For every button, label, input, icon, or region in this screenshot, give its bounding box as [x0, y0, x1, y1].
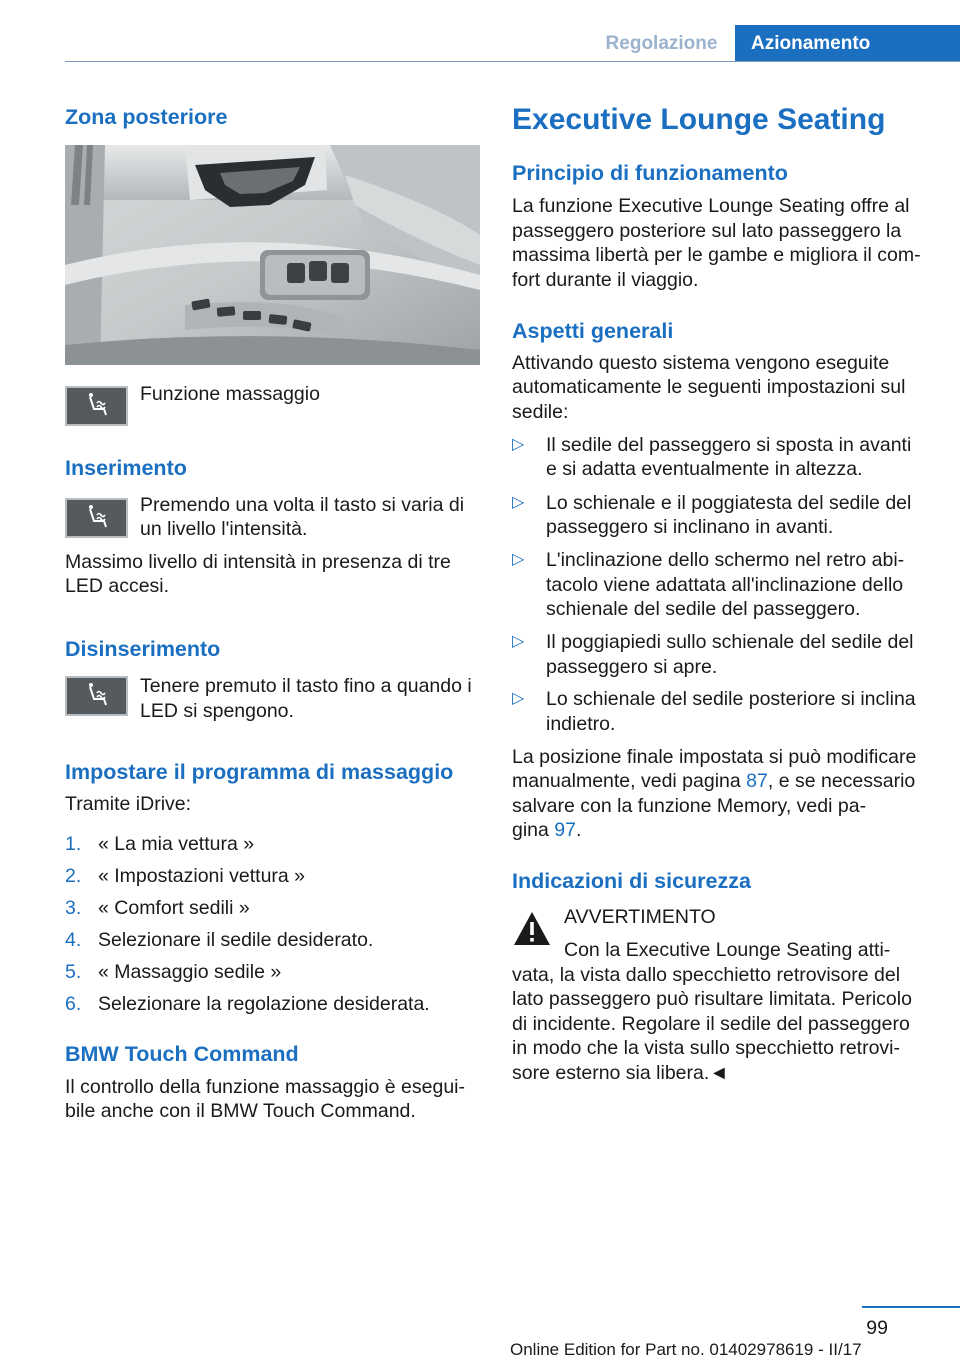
section-title-executive-lounge: Executive Lounge Seating: [512, 103, 886, 136]
bullet-line: passeggero si apre.: [546, 656, 718, 678]
warning-line: sore esterno sia libera.◄: [512, 1062, 729, 1084]
massage-button-icon: [65, 386, 128, 426]
icon-caption: Funzione massaggio: [140, 383, 320, 405]
header-chapter[interactable]: Azionamento: [735, 25, 960, 62]
header-section[interactable]: Regolazione: [605, 33, 718, 54]
aspetti-line: Attivando questo sistema vengono eseguite: [512, 352, 890, 374]
step-number: 3.: [65, 897, 82, 919]
bullet-line: schienale del sedile del passeggero.: [546, 598, 861, 620]
warning-line: Con la Executive Lounge Seating atti‐: [564, 939, 891, 961]
bullet-marker: ▷: [512, 551, 525, 568]
step-text: « Comfort sedili »: [98, 897, 250, 919]
step-number: 2.: [65, 865, 82, 887]
step-text: « La mia vettura »: [98, 833, 255, 855]
principio-line: massima libertà per le gambe e migliora il com‐: [512, 244, 921, 266]
step-number: 6.: [65, 993, 82, 1015]
step-text: Selezionare il sedile desiderato.: [98, 929, 374, 951]
bullet-line: Il sedile del passeggero si sposta in avanti: [546, 434, 912, 456]
bullet-line: Lo schienale e il poggiatesta del sedile del: [546, 492, 912, 514]
heading-aspetti: Aspetti generali: [512, 319, 674, 343]
aspetti-line: automaticamente le seguenti impostazioni sul: [512, 376, 906, 398]
bullet-line: L'inclinazione dello schermo nel retro abi‐: [546, 549, 905, 571]
warning-line: di incidente. Regolare il sedile del passeggero: [512, 1013, 910, 1035]
inserimento-para2: LED accesi.: [65, 575, 170, 597]
disinserimento-line2: LED si spengono.: [140, 700, 294, 722]
heading-impostare: Impostare il programma di massaggio: [65, 760, 454, 784]
warning-line: in modo che la vista sullo specchietto retrovi‐: [512, 1037, 901, 1059]
touch-line1: Il controllo della funzione massaggio è esegui‐: [65, 1076, 465, 1098]
aspetti-line: sedile:: [512, 401, 569, 423]
edition-note: Online Edition for Part no. 01402978619 - II/17: [510, 1340, 862, 1359]
principio-line: passeggero posteriore sul lato passeggero la: [512, 220, 902, 242]
step-number: 4.: [65, 929, 82, 951]
closing-text: manualmente, vedi pagina: [512, 770, 747, 792]
aspetti-closing: [512, 769, 915, 794]
heading-disinserimento: Disinserimento: [65, 637, 221, 661]
step-text: Selezionare la regolazione desiderata.: [98, 993, 430, 1015]
bullet-line: indietro.: [546, 713, 616, 735]
step-text: « Massaggio sedile »: [98, 961, 282, 983]
disinserimento-line1: Tenere premuto il tasto fino a quando i: [140, 675, 472, 697]
bullet-line: passeggero si inclinano in avanti.: [546, 516, 834, 538]
page-header: [588, 25, 960, 62]
bullet-line: tacolo viene adattata all'inclinazione dello: [546, 574, 904, 596]
massage-button-icon-on: [65, 498, 128, 538]
bullet-line: Lo schienale del sedile posteriore si inclina: [546, 688, 916, 710]
principio-line: La funzione Executive Lounge Seating offre al: [512, 195, 910, 217]
bullet-line: Il poggiapiedi sullo schienale del sedile del: [546, 631, 914, 653]
aspetti-closing: salvare con la funzione Memory, vedi pa‐: [512, 795, 867, 817]
door-panel-illustration: [65, 145, 480, 365]
aspetti-closing: [512, 818, 581, 843]
bullet-marker: ▷: [512, 633, 525, 650]
inserimento-line2: un livello l'intensità.: [140, 518, 308, 540]
bullet-marker: ▷: [512, 436, 525, 453]
massage-button-icon-off: [65, 676, 128, 716]
step-number: 5.: [65, 961, 82, 983]
bullet-marker: ▷: [512, 494, 525, 511]
aspetti-closing: La posizione finale impostata si può modificare: [512, 746, 917, 768]
step-number: 1.: [65, 833, 82, 855]
heading-sicurezza: Indicazioni di sicurezza: [512, 869, 751, 893]
page-link-97[interactable]: 97: [554, 819, 576, 841]
inserimento-para1: Massimo livello di intensità in presenza di tre: [65, 551, 451, 573]
closing-text: , e se necessario: [767, 770, 916, 792]
warning-icon: [512, 910, 552, 948]
header-divider: [65, 61, 960, 62]
inserimento-line1: Premendo una volta il tasto si varia di: [140, 494, 465, 516]
closing-text: .: [576, 819, 582, 841]
touch-line2: bile anche con il BMW Touch Command.: [65, 1100, 416, 1122]
section-title-zona-posteriore: Zona posteriore: [65, 105, 228, 129]
warning-line: lato passeggero può risultare limitata. Pericolo: [512, 988, 912, 1010]
door-panel-photo: [65, 145, 480, 365]
footer-divider: [862, 1306, 960, 1308]
page-number: 99: [866, 1317, 888, 1339]
bullet-line: e si adatta eventualmente in altezza.: [546, 458, 863, 480]
warning-line: vata, la vista dallo specchietto retrovisore del: [512, 964, 901, 986]
heading-touch-command: BMW Touch Command: [65, 1042, 299, 1066]
principio-line: fort durante il viaggio.: [512, 269, 699, 291]
page-link-87[interactable]: 87: [746, 770, 768, 792]
closing-text: gina: [512, 819, 555, 841]
heading-principio: Principio di funzionamento: [512, 161, 788, 185]
warning-label: AVVERTIMENTO: [564, 906, 716, 928]
step-text: « Impostazioni vettura »: [98, 865, 306, 887]
bullet-marker: ▷: [512, 690, 525, 707]
impostare-intro: Tramite iDrive:: [65, 793, 192, 815]
heading-inserimento: Inserimento: [65, 456, 187, 480]
